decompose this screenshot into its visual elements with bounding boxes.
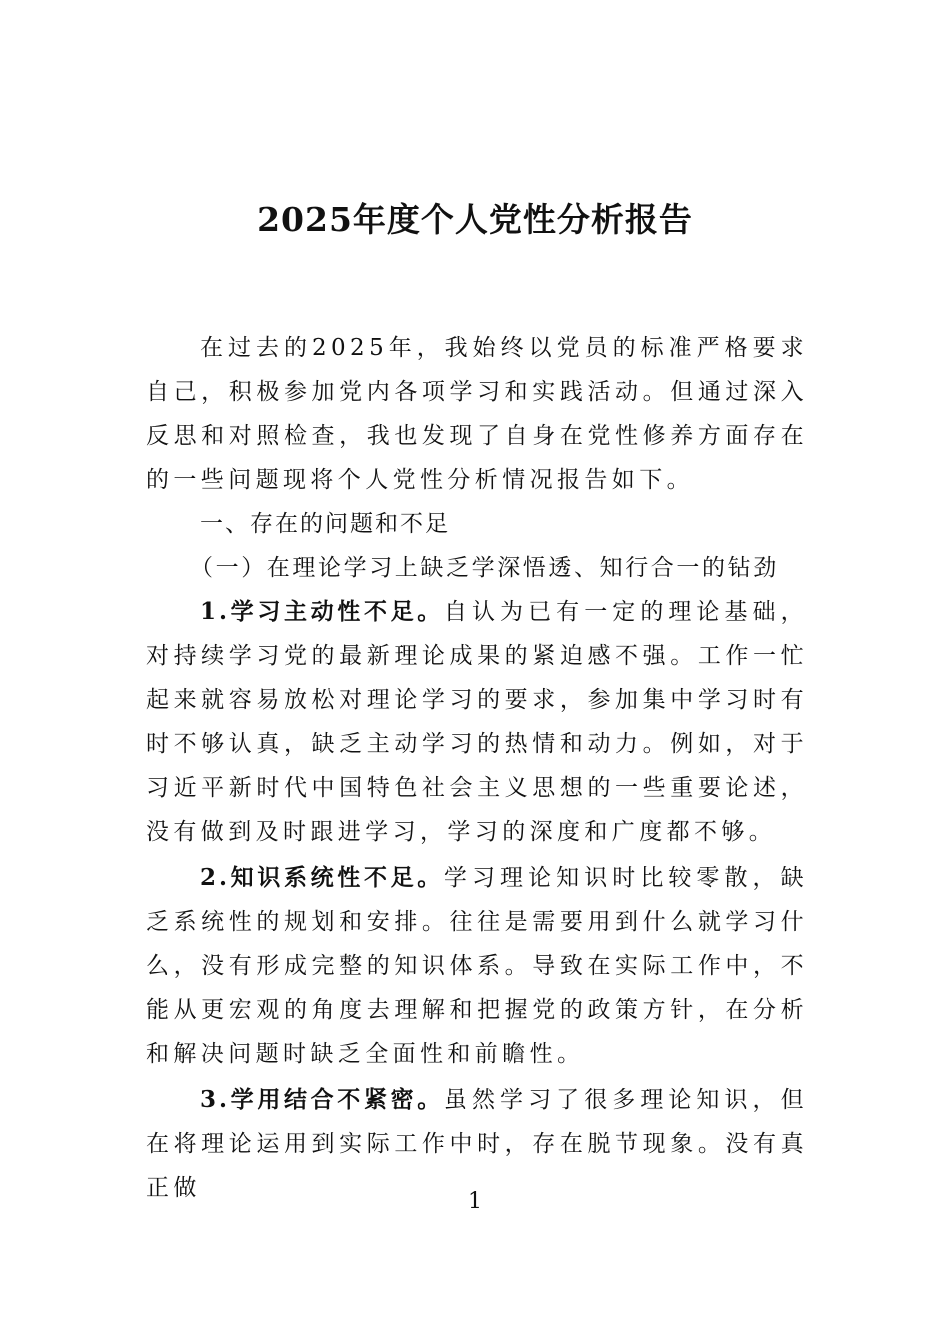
section-heading: 一、存在的问题和不足 bbox=[200, 511, 450, 537]
intro-paragraph: 在过去的2025年，我始终以党员的标准严格要求自己，积极参加党内各项学习和实践活动。但通过深入反思和对照检查，我也发现了自身在党性修养方面存在的一些问题现将个人党性分析情况报告如下。 bbox=[146, 335, 808, 493]
document-body bbox=[146, 326, 808, 1210]
item-lead-2: 2.知识系统性不足。 bbox=[200, 864, 444, 891]
page-number: 1 bbox=[468, 1189, 482, 1214]
item-paragraph-1 bbox=[146, 590, 808, 854]
document-title: 2025年度个人党性分析报告 bbox=[257, 200, 693, 239]
item-lead-1: 1.学习主动性不足。 bbox=[200, 598, 444, 625]
item-lead-3: 3.学用结合不紧密。 bbox=[200, 1086, 444, 1113]
item-text-3: 虽然学习了很多理论知识，但在将理论运用到实际工作中时，存在脱节现象。没有真正做 bbox=[146, 1087, 808, 1201]
subsection-heading: （一）在理论学习上缺乏学深悟透、知行合一的钻劲 bbox=[190, 555, 779, 581]
item-text-1: 自认为已有一定的理论基础，对持续学习党的最新理论成果的紧迫感不强。工作一忙起来就容易放松对理论学习的要求，参加集中学习时有时不够认真，缺乏主动学习的热情和动力。例如，对于习近平新时代中国特色社会主义思想的一些重要论述，没有做到及时跟进学习，学习的深度和广度都不够。 bbox=[146, 599, 808, 845]
item-text-2: 学习理论知识时比较零散，缺乏系统性的规划和安排。往往是需要用到什么就学习什么，没有形成完整的知识体系。导致在实际工作中，不能从更宏观的角度去理解和把握党的政策方针，在分析和解决问题时缺乏全面性和前瞻性。 bbox=[146, 865, 808, 1067]
item-paragraph-2 bbox=[146, 856, 808, 1076]
